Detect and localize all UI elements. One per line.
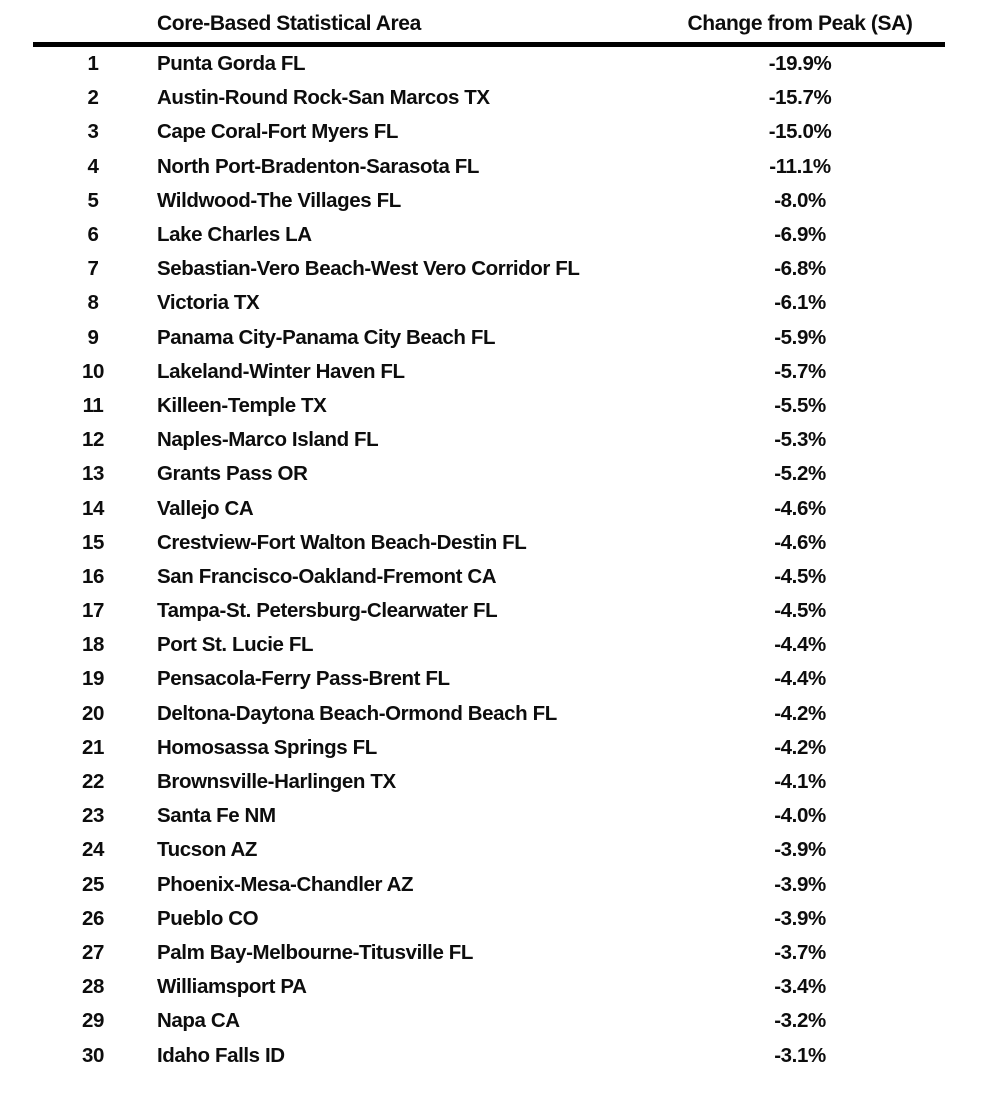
table-row xyxy=(33,355,945,389)
change-cell: -4.4% xyxy=(774,633,826,657)
area-cell: Austin-Round Rock-San Marcos TX xyxy=(157,86,490,110)
rank-cell: 27 xyxy=(81,940,104,964)
rank-cell: 15 xyxy=(81,530,104,554)
area-cell: Napa CA xyxy=(157,1009,240,1033)
change-cell: -4.5% xyxy=(774,564,826,588)
change-cell: -3.4% xyxy=(774,975,826,999)
change-cell: -3.9% xyxy=(774,838,826,862)
area-cell: Santa Fe NM xyxy=(157,804,276,828)
change-cell: -3.9% xyxy=(774,906,826,930)
table-row xyxy=(33,389,945,423)
change-cell: -3.2% xyxy=(774,1009,826,1033)
table-row xyxy=(33,286,945,320)
change-column-header: Change from Peak (SA) xyxy=(687,12,913,35)
area-cell: Palm Bay-Melbourne-Titusville FL xyxy=(157,940,474,964)
area-cell: Homosassa Springs FL xyxy=(157,735,377,759)
rank-cell: 21 xyxy=(81,735,104,759)
rank-cell: 6 xyxy=(87,223,99,247)
rank-cell: 8 xyxy=(87,291,99,315)
change-cell: -3.9% xyxy=(774,872,826,896)
rank-cell: 23 xyxy=(81,804,104,828)
change-cell: -19.9% xyxy=(768,52,832,76)
area-cell: Sebastian-Vero Beach-West Vero Corridor FL xyxy=(157,257,580,281)
area-cell: Deltona-Daytona Beach-Ormond Beach FL xyxy=(157,701,557,725)
area-cell: Idaho Falls ID xyxy=(157,1043,285,1067)
table-row xyxy=(33,1004,945,1038)
rank-cell: 5 xyxy=(87,188,99,212)
change-cell: -8.0% xyxy=(774,188,826,212)
area-cell: Crestview-Fort Walton Beach-Destin FL xyxy=(157,530,527,554)
table-row xyxy=(33,765,945,799)
area-cell: Punta Gorda FL xyxy=(157,52,306,76)
table-row xyxy=(33,218,945,252)
rank-cell: 17 xyxy=(81,599,104,623)
area-cell: San Francisco-Oakland-Fremont CA xyxy=(157,564,497,588)
change-cell: -5.3% xyxy=(774,428,826,452)
table-row xyxy=(33,970,945,1004)
table-row xyxy=(33,1038,945,1072)
change-cell: -6.9% xyxy=(774,223,826,247)
rank-cell: 9 xyxy=(87,325,99,349)
area-cell: Panama City-Panama City Beach FL xyxy=(157,325,496,349)
change-cell: -15.7% xyxy=(768,86,832,110)
change-cell: -4.6% xyxy=(774,496,826,520)
area-cell: Williamsport PA xyxy=(157,975,307,999)
rank-cell: 30 xyxy=(81,1043,104,1067)
area-cell: Pueblo CO xyxy=(157,906,259,930)
change-cell: -5.2% xyxy=(774,462,826,486)
area-cell: Cape Coral-Fort Myers FL xyxy=(157,120,398,144)
rank-cell: 22 xyxy=(81,770,104,794)
table-row xyxy=(33,868,945,902)
rank-cell: 4 xyxy=(87,154,99,178)
area-cell: Tucson AZ xyxy=(157,838,258,862)
change-cell: -4.2% xyxy=(774,735,826,759)
table-row xyxy=(33,731,945,765)
change-cell: -6.8% xyxy=(774,257,826,281)
rank-cell: 11 xyxy=(82,393,104,417)
rank-cell: 25 xyxy=(81,872,104,896)
table-header xyxy=(33,0,945,42)
change-cell: -4.4% xyxy=(774,667,826,691)
table-row xyxy=(33,902,945,936)
area-cell: Port St. Lucie FL xyxy=(157,633,314,657)
change-cell: -5.5% xyxy=(774,393,826,417)
rank-cell: 26 xyxy=(81,906,104,930)
rank-cell: 19 xyxy=(81,667,104,691)
change-cell: -4.5% xyxy=(774,599,826,623)
rank-cell: 20 xyxy=(81,701,104,725)
table-row xyxy=(33,47,945,81)
table-row xyxy=(33,423,945,457)
area-cell: Pensacola-Ferry Pass-Brent FL xyxy=(157,667,450,691)
area-cell: Lake Charles LA xyxy=(157,223,312,247)
table-row xyxy=(33,799,945,833)
table-row xyxy=(33,115,945,149)
table-body xyxy=(0,47,990,1073)
rank-cell: 16 xyxy=(81,564,104,588)
table-row xyxy=(33,594,945,628)
area-cell: Lakeland-Winter Haven FL xyxy=(157,359,405,383)
table-row xyxy=(33,697,945,731)
change-cell: -3.1% xyxy=(774,1043,826,1067)
area-cell: Vallejo CA xyxy=(157,496,254,520)
table-row xyxy=(33,526,945,560)
change-cell: -4.0% xyxy=(774,804,826,828)
rank-cell: 29 xyxy=(81,1009,104,1033)
table-row xyxy=(33,184,945,218)
area-cell: Victoria TX xyxy=(157,291,260,315)
change-cell: -4.6% xyxy=(774,530,826,554)
area-cell: Wildwood-The Villages FL xyxy=(157,188,401,212)
area-cell: Killeen-Temple TX xyxy=(157,393,327,417)
rank-cell: 3 xyxy=(87,120,99,144)
change-cell: -6.1% xyxy=(774,291,826,315)
table-row xyxy=(33,936,945,970)
change-cell: -5.7% xyxy=(774,359,826,383)
table-row xyxy=(33,833,945,867)
rank-cell: 24 xyxy=(81,838,104,862)
area-cell: Phoenix-Mesa-Chandler AZ xyxy=(157,872,414,896)
rank-cell: 10 xyxy=(81,359,104,383)
change-cell: -15.0% xyxy=(768,120,832,144)
change-cell: -5.9% xyxy=(774,325,826,349)
change-cell: -4.1% xyxy=(774,770,826,794)
table-row xyxy=(33,252,945,286)
table-row xyxy=(33,628,945,662)
rank-cell: 18 xyxy=(81,633,104,657)
area-cell: Brownsville-Harlingen TX xyxy=(157,770,396,794)
rank-cell: 7 xyxy=(87,257,99,281)
table-row xyxy=(33,491,945,525)
table-row xyxy=(33,662,945,696)
rank-cell: 28 xyxy=(81,975,104,999)
rank-cell: 14 xyxy=(81,496,104,520)
area-cell: North Port-Bradenton-Sarasota FL xyxy=(157,154,480,178)
area-cell: Naples-Marco Island FL xyxy=(157,428,379,452)
rank-cell: 1 xyxy=(87,52,99,76)
area-cell: Tampa-St. Petersburg-Clearwater FL xyxy=(157,599,498,623)
rank-cell: 12 xyxy=(81,428,104,452)
table-row xyxy=(33,321,945,355)
area-column-header: Core-Based Statistical Area xyxy=(157,12,421,35)
table-row xyxy=(33,457,945,491)
rank-cell: 13 xyxy=(81,462,104,486)
rank-cell: 2 xyxy=(87,86,99,110)
table-row xyxy=(33,150,945,184)
change-cell: -4.2% xyxy=(774,701,826,725)
table-row xyxy=(33,81,945,115)
change-cell: -3.7% xyxy=(774,940,826,964)
change-cell: -11.1% xyxy=(769,154,831,178)
table-row xyxy=(33,560,945,594)
area-cell: Grants Pass OR xyxy=(157,462,308,486)
